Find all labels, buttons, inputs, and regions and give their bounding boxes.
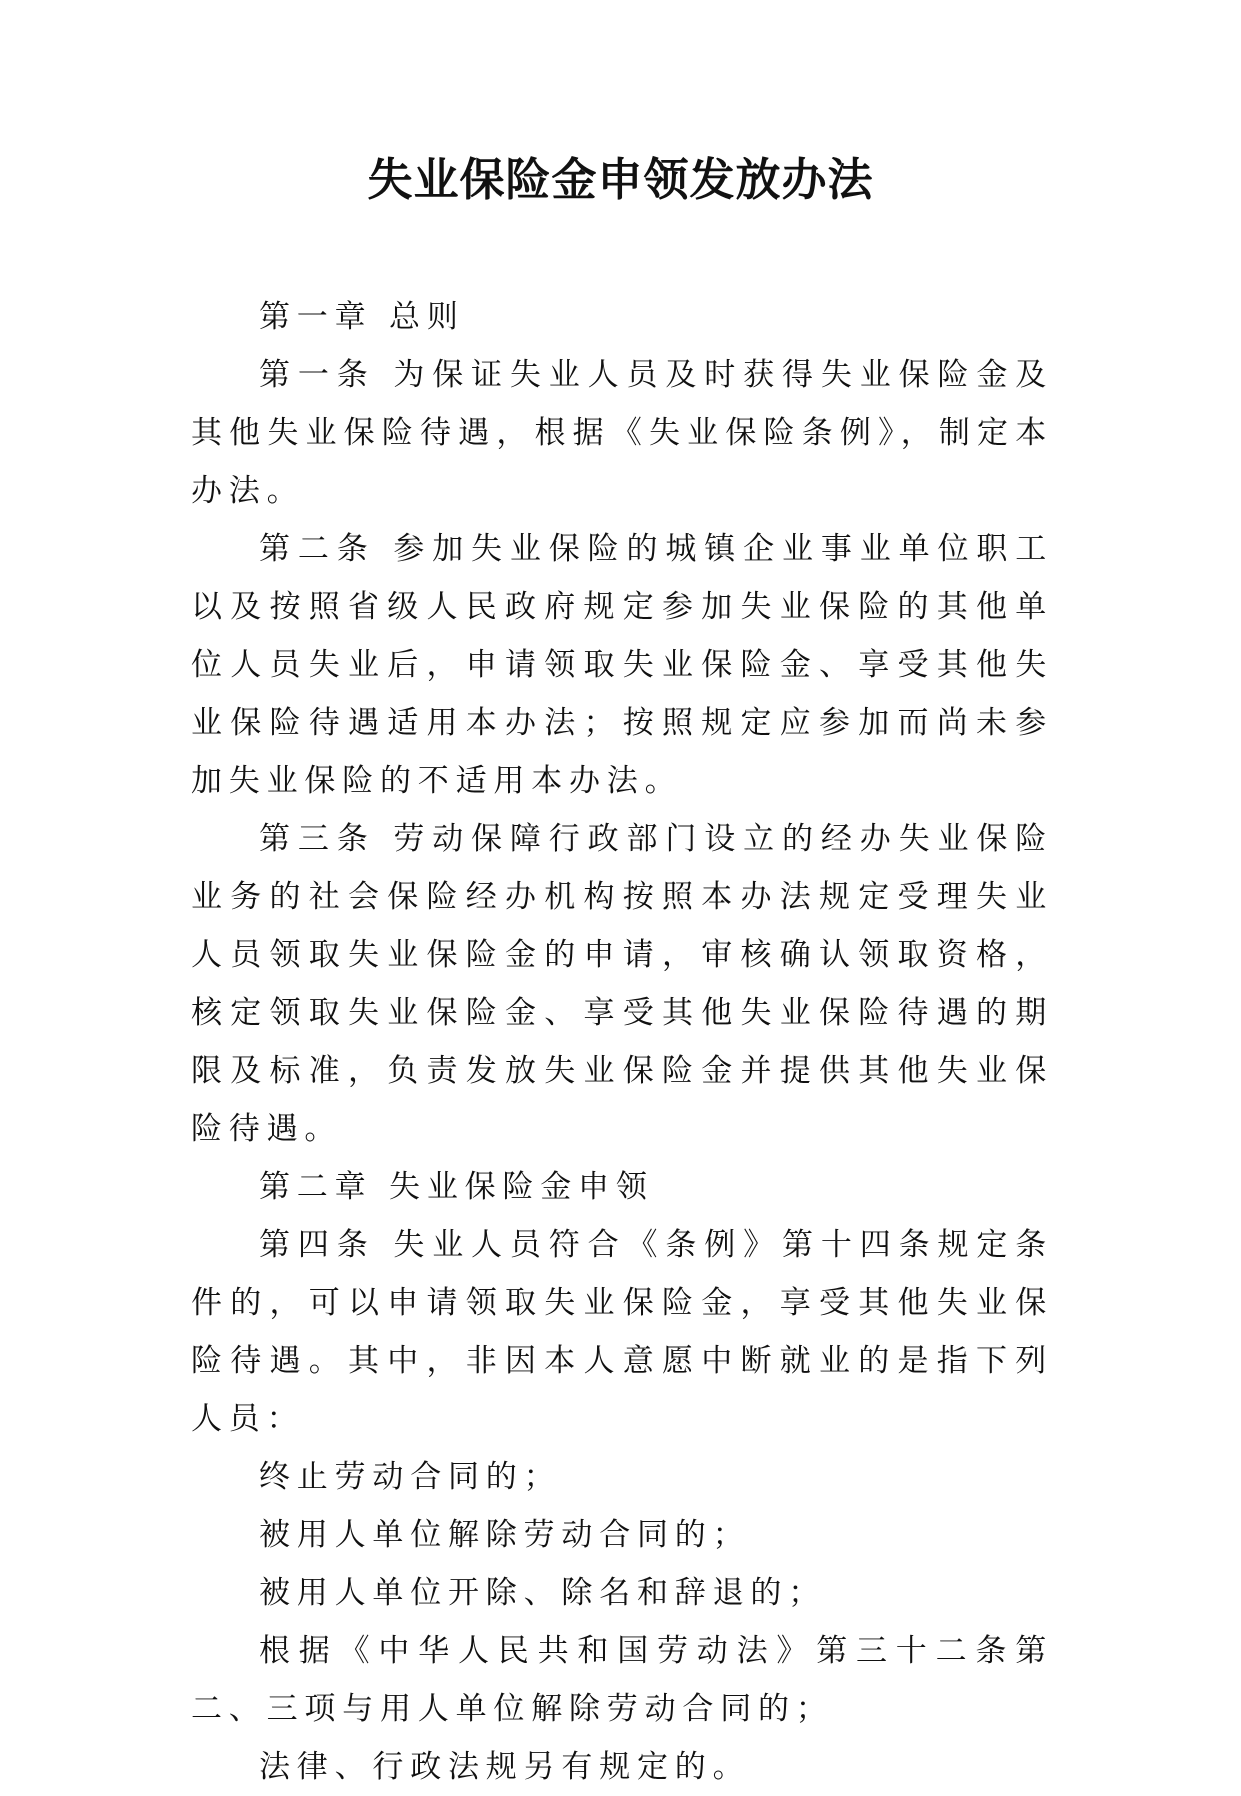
list-item: 被用人单位开除、除名和辞退的； xyxy=(259,1575,826,1611)
chapter-heading: 第一章 总则 xyxy=(259,299,465,335)
article-paragraph: 第一条 为保证失业人员及时获得失业保险金及其他失业保险待遇，根据《失业保险条例》，制定本办法。 xyxy=(191,357,1053,509)
list-item: 根据《中华人民共和国劳动法》第三十二条第二、三项与用人单位解除劳动合同的； xyxy=(191,1633,1053,1727)
list-item: 终止劳动合同的； xyxy=(259,1459,562,1495)
chapter-heading: 第二章 失业保险金申领 xyxy=(259,1169,654,1205)
article-paragraph: 第三条 劳动保障行政部门设立的经办失业保险业务的社会保险经办机构按照本办法规定受理失业人员领取失业保险金的申请，审核确认领取资格，核定领取失业保险金、享受其他失业保险待遇的期限及标准，负责发放失业保险金并提供其他失业保险待遇。 xyxy=(191,821,1053,1147)
list-item: 法律、行政法规另有规定的。 xyxy=(259,1749,751,1785)
list-item: 被用人单位解除劳动合同的； xyxy=(259,1517,751,1553)
document-title: 失业保险金申领发放办法 xyxy=(367,153,874,206)
article-paragraph: 第二条 参加失业保险的城镇企业事业单位职工以及按照省级人民政府规定参加失业保险的其他单位人员失业后，申请领取失业保险金、享受其他失业保险待遇适用本办法；按照规定应参加而尚未参加失业保险的不适用本办法。 xyxy=(191,531,1053,799)
article-paragraph: 第四条 失业人员符合《条例》第十四条规定条件的，可以申请领取失业保险金，享受其他失业保险待遇。其中，非因本人意愿中断就业的是指下列人员： xyxy=(191,1227,1053,1437)
document-body xyxy=(191,288,1053,1796)
